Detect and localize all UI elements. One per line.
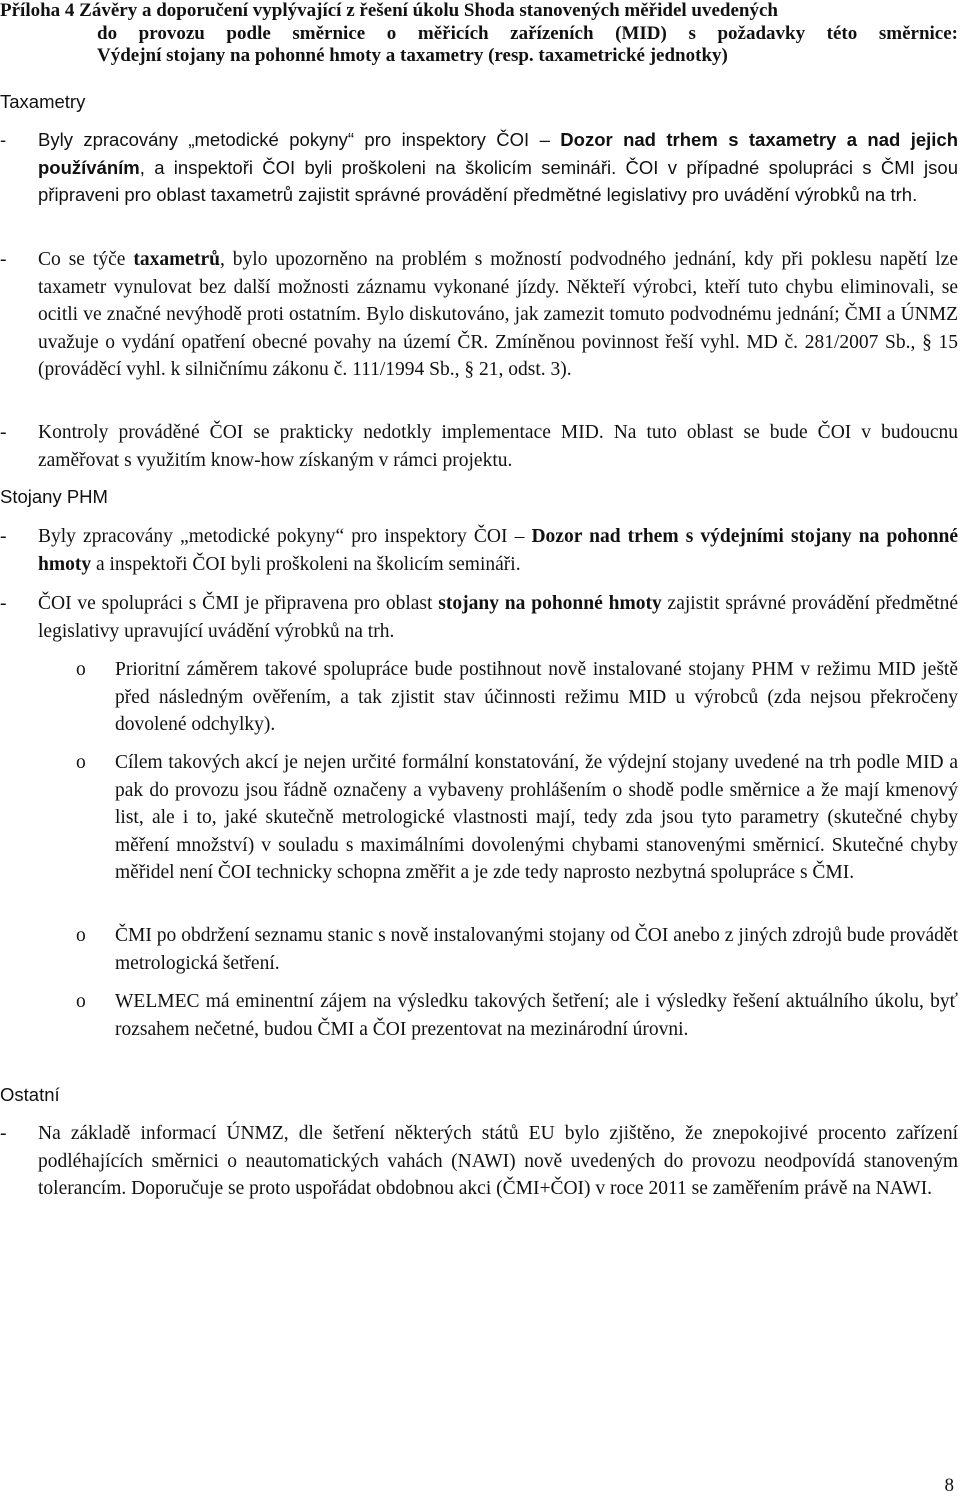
text-run: , bylo upozorněno na problém s možností podvodného jednání, kdy při poklesu napětí lze taxametr vynulovat bez další možnosti záznamu vykonané jízdy. Někteří výrobci, kteří tuto chybu eliminovali, se ocitli ve značné nevýhodě proti ostatním. Bylo diskutováno, jak zamezit tomuto podvodnému jednání; ČMI a ÚNMZ uvažuje o vydání opatření obecné povahy na území ČR. Zmíněnou povinnost řeší vyhl. MD č. 281/2007 Sb., § 15 (prováděcí vyhl. k silničnímu zákonu č. 111/1994 Sb., § 21, odst. 3). [38,249,958,380]
list-item-taxametry-1 [0,126,958,209]
page-number: 8 [944,1475,954,1496]
bullet-marker: o [76,925,86,946]
text-run-bold: Dozor nad trhem s taxametry a nad jejich používáním [38,129,958,178]
dash-marker: - [0,1123,7,1144]
text-run-bold: taxametrů [133,249,220,270]
section-heading-ostatni: Ostatní [0,1084,60,1105]
dash-marker: - [0,249,7,270]
bullet-marker: o [76,752,86,773]
dash-marker: - [0,422,7,443]
list-item-ostatni-1 [0,1120,958,1203]
text-run: zajistit správné provádění předmětné legislativy upravující uvádění výrobků na trh. [38,593,958,642]
section-heading-taxametry: Taxametry [0,91,86,112]
title-line-3: Výdejní stojany na pohonné hmoty a taxametry (resp. taxametrické jednotky) [97,45,728,66]
sub-item-2 [0,749,958,887]
dash-marker: - [0,526,7,547]
sub-item-4 [0,988,958,1043]
list-item-taxametry-2 [0,246,958,384]
sub-item-3 [0,922,958,977]
list-item-taxametry-3 [0,419,958,474]
dash-marker: - [0,593,7,614]
section-heading-stojany: Stojany PHM [0,486,108,507]
text-run: , a inspektoři ČOI byli proškoleni na školicím semináři. [139,156,617,178]
text-run: Co se týče [38,249,134,270]
bullet-marker: o [76,991,86,1012]
list-item-stojany-1 [0,523,958,578]
list-item-stojany-2 [0,590,958,645]
document-title [0,0,958,68]
sub-item-text: WELMEC má eminentní zájem na výsledku takových šetření; ale i výsledky řešení aktuálního úkolu, byť rozsahem nečetné, budou ČMI a ČOI prezentovat na mezinárodní úrovni. [115,991,958,1040]
text-run-bold: Dozor nad trhem s výdejními stojany na pohonné hmoty [38,526,958,575]
text-run: Na základě informací ÚNMZ, dle šetření některých států EU bylo zjištěno, že znepokojivé procento zařízení podléhajících směrnici o neautomatických vahách (NAWI) nově uvedených do provozu neodpovídá stanoveným tolerancím. Doporučuje se proto uspořádat obdobnou akci (ČMI+ČOI) v roce 2011 se zaměřením právě na NAWI. [38,1123,958,1199]
text-run: Byly zpracovány „metodické pokyny“ pro inspektory ČOI – [38,129,561,150]
text-run: Byly zpracovány „metodické pokyny“ pro inspektory ČOI – [38,526,532,547]
sub-item-text: Prioritní záměrem takové spolupráce bude postihnout nově instalované stojany PHM v režimu MID ještě před následným ověřením, a tak zjistit stav účinnosti režimu MID u výrobců (zda nejsou překročeny dovolené odchylky). [115,659,958,735]
title-line-2: do provozu podle směrnice o měřicích zařízeních (MID) s požadavky této směrnice: [97,22,958,44]
dash-marker: - [0,129,7,150]
bullet-marker: o [76,659,86,680]
sub-item-text: ČMI po obdržení seznamu stanic s nově instalovanými stojany od ČOI anebo z jiných zdrojů bude provádět metrologická šetření. [115,925,958,974]
text-run: a inspektoři ČOI byli proškoleni na školicím semináři. [91,553,521,575]
text-run: ČOI ve spolupráci s ČMI je připravena pro oblast [38,593,439,614]
sub-item-text: Cílem takových akcí je nejen určité formální konstatování, že výdejní stojany uvedené na trh podle MID a pak do provozu jsou řádně označeny a vybaveny prohlášením o shodě podle směrnice a že mají kmenový list, ale i to, jaké skutečně metrologické vlastnosti mají, tedy zda jsou tyto parametry (skutečné chyby měření množství) v souladu s maximálními dovolenými chybami stanovenými směrnicí. Skutečné chyby měřidel není ČOI technicky schopna změřit a je zde tedy naprosto nezbytná spolupráce s ČMI. [115,752,958,883]
text-run: Kontroly prováděné ČOI se prakticky nedotkly implementace MID. Na tuto oblast se bude ČOI v budoucnu zaměřovat s využitím know-how získaným v rámci projektu. [38,422,958,471]
text-run-bold: stojany na pohonné hmoty [438,593,662,614]
text-run: ČOI v případné spolupráci s ČMI jsou připraveni pro oblast taxametrů zajistit správné provádění předmětné legislativy pro uvádění výrobků na trh. [38,156,958,205]
sub-item-1 [0,656,958,739]
title-line-1: Příloha 4 Závěry a doporučení vyplývající z řešení úkolu Shoda stanovených měřidel uvedených [0,0,778,21]
